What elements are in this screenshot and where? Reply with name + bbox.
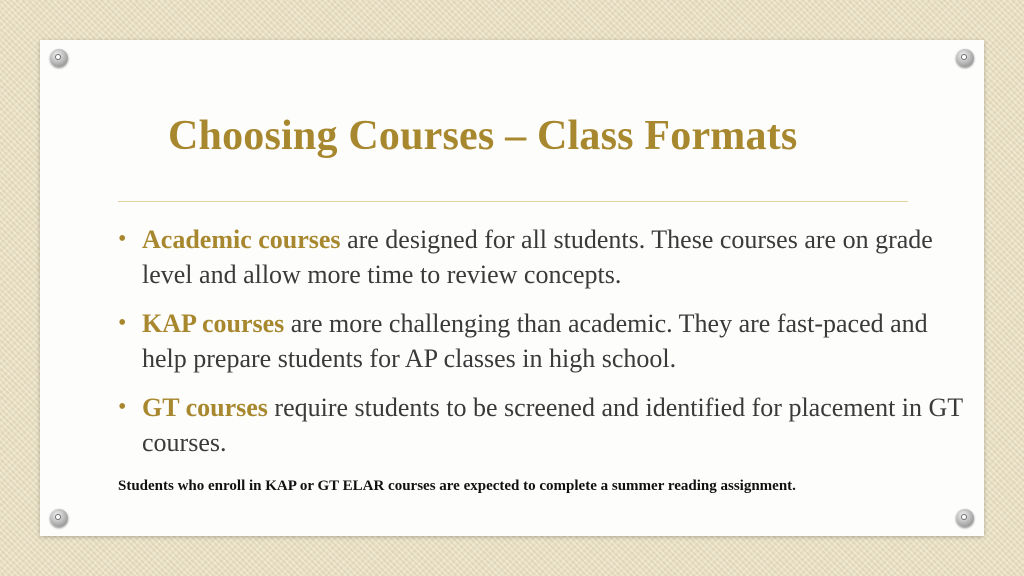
bullet-term: Academic courses: [142, 225, 341, 254]
pushpin-icon: [50, 49, 68, 67]
slide-card: [40, 40, 984, 536]
pushpin-icon: [956, 509, 974, 527]
bullet-dot-icon: •: [118, 226, 127, 252]
slide-title: Choosing Courses – Class Formats: [168, 113, 798, 159]
pushpin-icon: [956, 49, 974, 67]
bullet-dot-icon: •: [118, 310, 127, 336]
bullet-item-gt: [118, 390, 978, 460]
bullet-text: require students to be screened and identified for placement in GT courses.: [142, 393, 963, 457]
bullet-dot-icon: •: [118, 394, 127, 420]
bullet-term: KAP courses: [142, 309, 285, 338]
bullet-item-academic: [118, 222, 978, 292]
bullet-term: GT courses: [142, 393, 268, 422]
bullet-list: [118, 222, 978, 474]
pushpin-icon: [50, 509, 68, 527]
bullet-item-kap: [118, 306, 978, 376]
bullet-text: are more challenging than academic. They are fast-paced and help prepare students for AP classes in high school.: [142, 309, 928, 373]
title-divider: [118, 201, 908, 202]
summer-reading-note: Students who enroll in KAP or GT ELAR courses are expected to complete a summer reading assignment.: [118, 478, 796, 494]
bullet-text: are designed for all students. These courses are on grade level and allow more time to review concepts.: [142, 225, 933, 289]
